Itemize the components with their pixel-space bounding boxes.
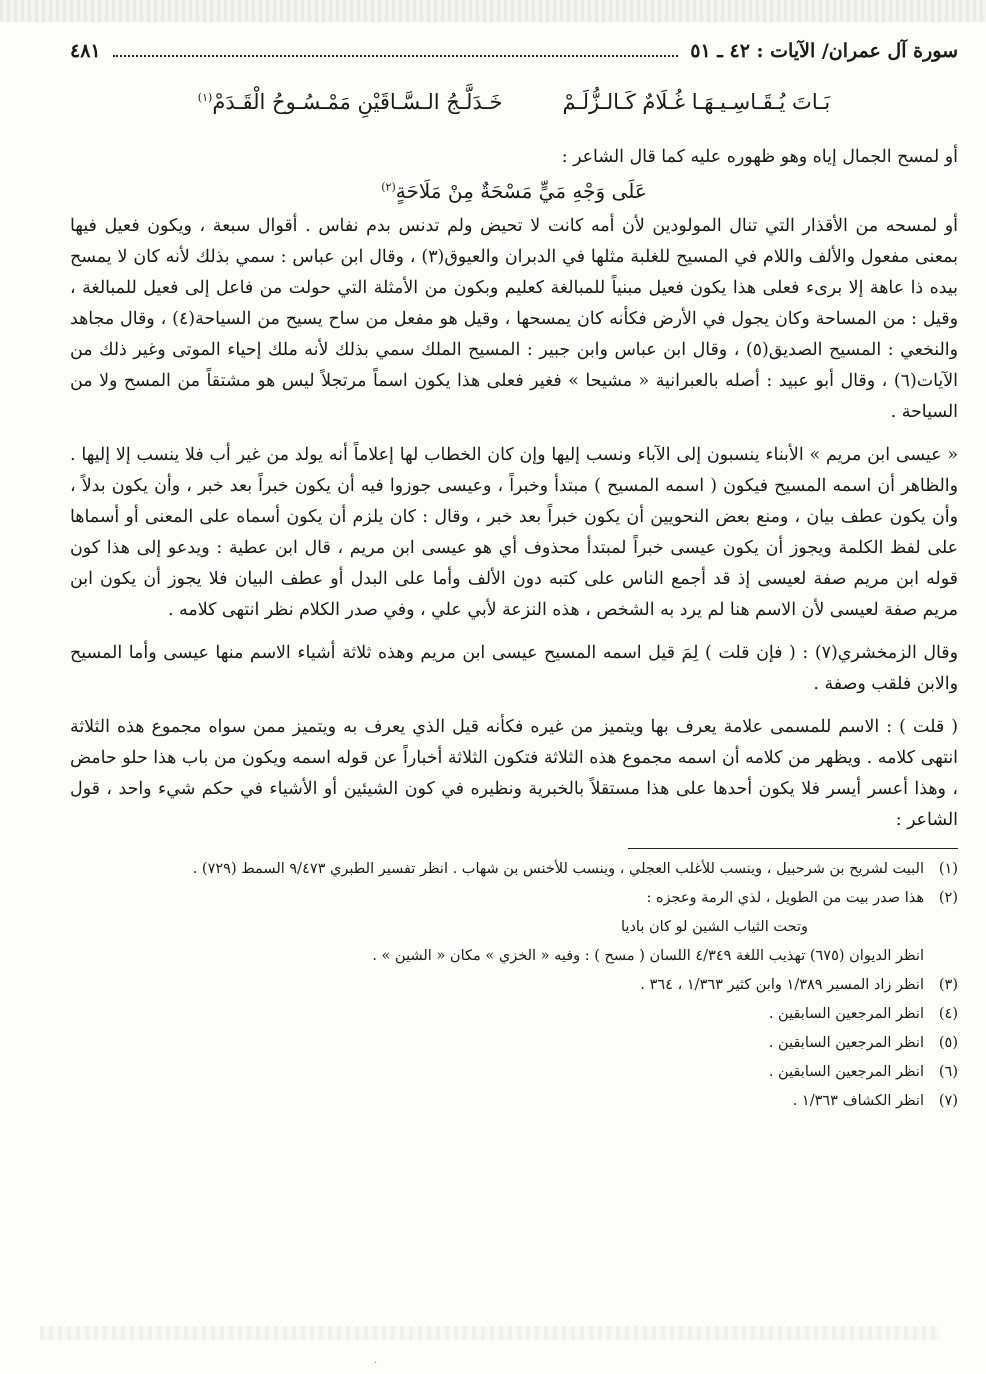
footnote-7 xyxy=(70,1087,958,1116)
footnote-number: (٦) xyxy=(938,1064,958,1080)
footnote-5 xyxy=(70,1029,958,1058)
footnote-text: انظر زاد المسير ١/٣٨٩ وابن كثير ١/٣٦٣ ، ٣٦٤ . xyxy=(640,977,924,993)
footnote-3 xyxy=(70,971,958,1000)
header-dot-leader xyxy=(113,55,679,57)
footnote-number: (٢) xyxy=(938,890,958,906)
footnote-separator xyxy=(628,848,958,849)
verse2-text: عَلَى وَجْهِ مَيٍّ مَسْحَةٌ مِنْ مَلَاحَةٍ xyxy=(395,179,647,203)
paragraph-4: ( قلت ) : الاسم للمسمى علامة يعرف بها ويتميز من غيره فكأنه قيل الذي يعرف به ويتميز ممن سواه مجموع هذه الثلاثة انتهى كلامه . ويظهر من كلامه أن اسمه مجموع هذه الثلاثة فتكون الثلاثة أخباراً عن قوله اسمه ويكون من باب هذا حلو حامض ، وهذا أعسر أيسر فلا يكون أحدها على هذا مستقلاً بالخبرية ونظيره في كون الشيئين أو الأشياء في حكم شيء واحد ، قول الشاعر : xyxy=(70,717,958,830)
header-title: سورة آل عمران/ الآيات : ٤٢ ـ ٥١ xyxy=(690,40,958,62)
scan-bleed-bottom xyxy=(40,1326,940,1340)
footnote-number: (٣) xyxy=(938,977,958,993)
footnote-text: انظر المرجعين السابقين . xyxy=(768,1035,924,1051)
footnote-ref-2: (٢) xyxy=(381,180,396,194)
footnote-text: انظر المرجعين السابقين . xyxy=(768,1006,924,1022)
footnotes xyxy=(70,855,958,1116)
paragraph-1: أو لمسحه من الأقذار التي تنال المولودين لأن أمه كانت لا تحيض ولم تدنس بدم نفاس . أقوال سبعة ، ويكون فعيل فيها بمعنى مفعول والألف واللام في المسيح للغلبة مثلها في الدبران والعيوق(٣) ، وقال ابن عباس : سمي بذلك لأنه كان لا يمسح بيده ذا عاهة إلا برىء فعلى هذا يكون فعيل مبنياً للمبالغة كعليم وبكون من الأمثلة التي حولت من فاعل إلى فعيل للمبالغة ، وقيل : من المساحة وكان يجول في الأرض فكأنه كان يمسحها ، وقيل هو مفعل من ساح يسيح من السياحة(٤) ، وقال مجاهد والنخعي : المسيح الصديق(٥) ، وقال ابن عباس وابن جبير : المسيح الملك سمي بذلك لأنه ملك إحياء الموتى وغير ذلك من الآيات(٦) ، وقال أبو عبيد : أصله بالعبرانية « مشيحا » فغير فعلى هذا يكون اسماً مرتجلاً ليس هو مشتقاً من المسح ولا من السياحة . xyxy=(70,216,958,422)
verse1-hemistich-b-text: خَـدَلَّـجُ الـسَّـاقَيْنِ مَمْـسُـوحُ الْقَـدَمْ xyxy=(212,90,503,114)
footnote-number: (١) xyxy=(938,861,958,877)
page-number: ٤٨١ xyxy=(70,40,101,62)
footnote-number: (٤) xyxy=(938,1006,958,1022)
footnote-6 xyxy=(70,1058,958,1087)
footnote-text: انظر الكشاف ١/٣٦٣ . xyxy=(792,1093,924,1109)
intro-line: أو لمسح الجمال إياه وهو ظهوره عليه كما قال الشاعر : xyxy=(561,147,958,167)
page-content xyxy=(70,40,958,1116)
footnote-number: (٥) xyxy=(938,1035,958,1051)
poetry-verse-1 xyxy=(70,90,958,130)
poetry-verse-2 xyxy=(70,179,958,203)
footnote-4 xyxy=(70,1000,958,1029)
footnote-2-quote xyxy=(70,913,958,942)
footnote-1 xyxy=(70,855,958,884)
footnote-text: انظر الديوان (٦٧٥) تهذيب اللغة ٤/٣٤٩ اللسان ( مسح ) : وفيه « الخزي » مكان « الشين » . xyxy=(372,948,924,964)
paragraph-2: « عيسى ابن مريم » الأبناء ينسبون إلى الآباء ونسب إليها وإن كان الخطاب لها إعلاماً أنه يولد من غير أب فلا ينسب إلا إليها . والظاهر أن اسمه المسيح فيكون ( اسمه المسيح ) مبتدأ وخبراً ، وعيسى جوزوا فيه أن يكون خبراً بعد خبر ، وأن يكون بدلاً ، وأن يكون عطف بيان ، ومنع بعض النحويين أن يكون خبراً بعد خبر ، وقال : كان يلزم أن يكون أسماه على المعنى أو أسماها على لفظ الكلمة ويجوز أن يكون عيسى خبراً لمبتدأ محذوف أي هو عيسى ابن مريم ، قال ابن عطية : ويدعو إلى هذا كون قوله ابن مريم صفة لعيسى إذ قد أجمع الناس على كتبه دون الألف وأما على البدل أو عطف البيان فلا يجوز أن يكون ابن مريم صفة لعيسى لأن الاسم هنا لم يرد به الشخص ، هذه النزعة لأبي علي ، وفي صدر الكلام نظر انتهى كلامه . xyxy=(70,445,958,620)
running-header xyxy=(70,40,958,80)
paragraph-3: وقال الزمخشري(٧) : ( فإن قلت ) لِمَ قيل اسمه المسيح عيسى ابن مريم وهذه ثلاثة أشياء الاسم منها عيسى وأما المسيح والابن فلقب وصفة . xyxy=(70,643,959,694)
footnote-2 xyxy=(70,884,958,913)
scan-edge-top xyxy=(0,0,986,22)
footnote-text: انظر المرجعين السابقين . xyxy=(768,1064,924,1080)
verse1-hemistich-a: بَـاتَ يُـقَـاسِـيـهَـا غُـلَامٌ كَـالـزُّلَـمْ xyxy=(562,90,831,114)
footnote-text: البيت لشريح بن شرحبيل ، وينسب للأغلب العجلي ، وينسب للأخنس بن شهاب . انظر تفسير الطبري ٩/٤٧٣ السمط (٧٢٩) . xyxy=(192,861,924,877)
footnote-ref-1: (١) xyxy=(197,91,213,104)
footnote-quote-text: وتحت الثياب الشين لو كان باديا xyxy=(621,919,808,935)
footnote-2-continuation xyxy=(70,942,958,971)
footnote-number: (٧) xyxy=(938,1093,958,1109)
footnote-text: هذا صدر بيت من الطويل ، لذي الرمة وعجزه : xyxy=(646,890,924,906)
scan-mark-icon: · xyxy=(374,1358,378,1369)
verse1-hemistich-b xyxy=(198,90,503,130)
